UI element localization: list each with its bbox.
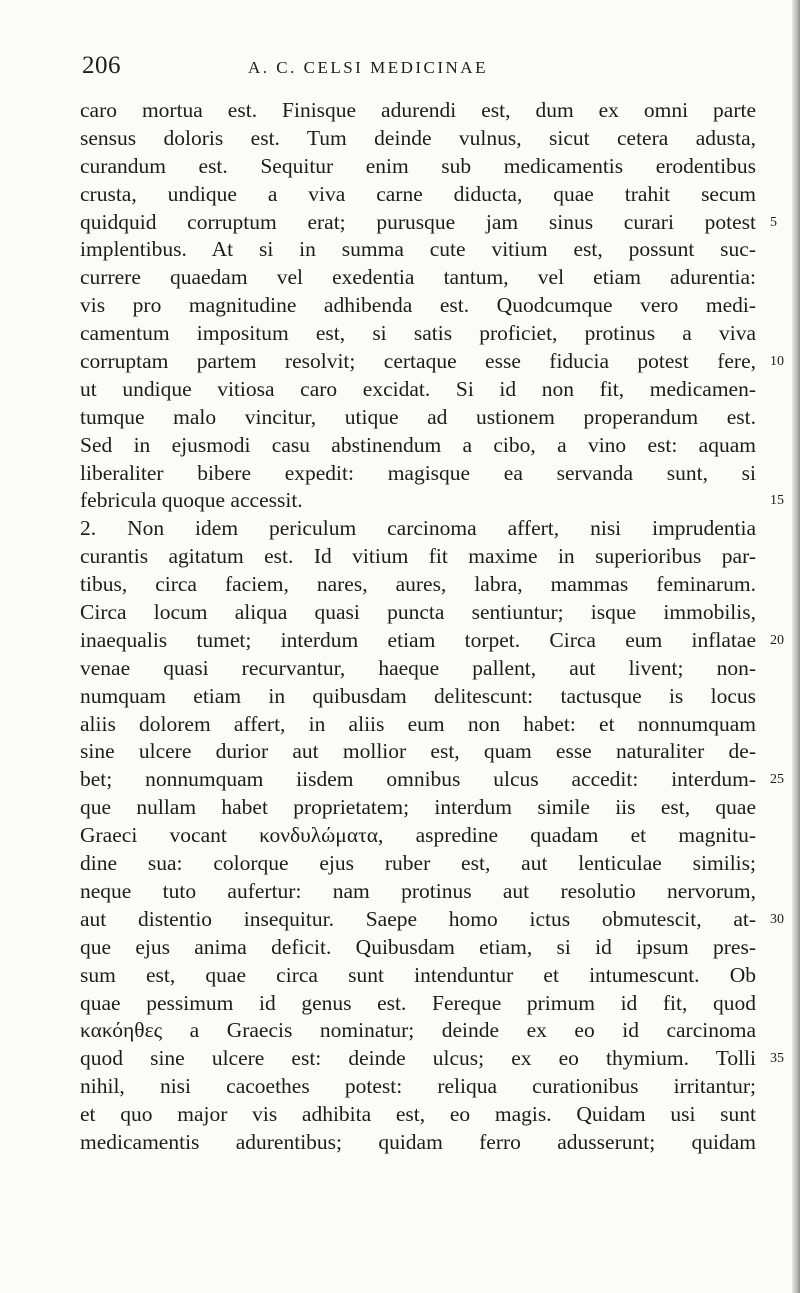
scan-edge: [792, 0, 800, 1293]
text-line: [80, 822, 768, 850]
text-line: [80, 376, 768, 404]
text-line: [80, 125, 768, 153]
line-text: aliis dolorem affert, in aliis eum non habet: et nonnumquam: [80, 711, 756, 736]
text-line: [80, 738, 768, 766]
text-line: [80, 543, 768, 571]
text-line: [80, 627, 784, 655]
line-text: vis pro magnitudine adhibenda est. Quodcumque vero medi-: [80, 293, 756, 318]
line-text: que ejus anima deficit. Quibusdam etiam, si id ipsum pres-: [80, 934, 756, 959]
text-line: [80, 348, 784, 376]
line-text: numquam etiam in quibusdam delitescunt: tactusque is locus: [80, 683, 756, 708]
text-line: [80, 487, 784, 515]
line-text: et quo major vis adhibita est, eo magis. Quidam usi sunt: [80, 1102, 756, 1127]
line-text: tibus, circa faciem, nares, aures, labra, mammas feminarum.: [80, 572, 756, 597]
line-number: 20: [770, 632, 784, 648]
line-text: bet; nonnumquam iisdem omnibus ulcus accedit: interdum-: [80, 767, 756, 792]
line-text: κακόηθες a Graecis nominatur; deinde ex eo id carcinoma: [80, 1018, 756, 1043]
text-line: [80, 515, 768, 543]
line-text: currere quaedam vel exedentia tantum, vel etiam adurentia:: [80, 265, 756, 290]
line-text: curantis agitatum est. Id vitium fit maxime in superioribus par-: [80, 544, 756, 569]
text-line: [80, 906, 784, 934]
text-line: [80, 1017, 768, 1045]
text-line: [80, 404, 768, 432]
text-line: [80, 934, 768, 962]
line-text: 2. Non idem periculum carcinoma affert, nisi imprudentia: [80, 516, 756, 541]
line-text: sine ulcere durior aut mollior est, quam esse naturaliter de-: [80, 739, 756, 764]
text-line: [80, 1129, 768, 1157]
text-line: [80, 460, 768, 488]
text-line: [80, 181, 768, 209]
line-text: inaequalis tumet; interdum etiam torpet. Circa eum inflatae: [80, 627, 756, 652]
line-text: implentibus. At si in summa cute vitium est, possunt suc-: [80, 237, 756, 262]
text-line: [80, 209, 777, 237]
line-text: camentum impositum est, si satis proficiet, protinus a viva: [80, 321, 756, 346]
text-line: [80, 264, 768, 292]
page-number: 206: [82, 52, 121, 79]
text-line: [80, 432, 768, 460]
line-number: 35: [770, 1051, 784, 1067]
text-line: [80, 292, 768, 320]
line-text: febricula quoque accessit.: [80, 488, 303, 513]
line-text: aut distentio insequitur. Saepe homo ictus obmutescit, at-: [80, 906, 756, 931]
line-text: dine sua: colorque ejus ruber est, aut lenticulae similis;: [80, 851, 756, 876]
text-line: [80, 236, 768, 264]
text-line: [80, 1073, 768, 1101]
line-text: tumque malo vincitur, utique ad ustionem properandum est.: [80, 404, 756, 429]
line-text: crusta, undique a viva carne diducta, quae trahit secum: [80, 181, 756, 206]
line-text: Sed in ejusmodi casu abstinendum a cibo, a vino est: aquam: [80, 432, 756, 457]
line-text: venae quasi recurvantur, haeque pallent, aut livent; non-: [80, 655, 756, 680]
text-line: [80, 1045, 784, 1073]
line-text: neque tuto aufertur: nam protinus aut resolutio nervorum,: [80, 878, 756, 903]
body-text: [80, 97, 784, 1157]
line-text: que nullam habet proprietatem; interdum simile iis est, quae: [80, 795, 756, 820]
line-text: quae pessimum id genus est. Fereque primum id fit, quod: [80, 990, 756, 1015]
line-text: Circa locum aliqua quasi puncta sentiuntur; isque immobilis,: [80, 600, 756, 625]
text-line: [80, 683, 768, 711]
line-text: Graeci vocant κονδυλώματα, aspredine quadam et magnitu-: [80, 823, 756, 848]
text-line: [80, 990, 768, 1018]
line-text: ut undique vitiosa caro excidat. Si id non fit, medicamen-: [80, 376, 756, 401]
text-line: [80, 794, 768, 822]
line-number: 25: [770, 772, 784, 788]
page-header: [0, 52, 800, 92]
text-line: [80, 320, 768, 348]
text-line: [80, 850, 768, 878]
text-line: [80, 97, 768, 125]
line-text: caro mortua est. Finisque adurendi est, dum ex omni parte: [80, 98, 756, 122]
text-line: [80, 655, 768, 683]
line-text: liberaliter bibere expedit: magisque ea servanda sunt, si: [80, 460, 756, 485]
line-text: sum est, quae circa sunt intenduntur et intumescunt. Ob: [80, 962, 756, 987]
line-text: quod sine ulcere est: deinde ulcus; ex eo thymium. Tolli: [80, 1046, 756, 1071]
text-line: [80, 599, 768, 627]
line-number: 30: [770, 911, 784, 927]
line-number: 5: [770, 214, 777, 230]
text-line: [80, 1101, 768, 1129]
line-number: 10: [770, 354, 784, 370]
text-line: [80, 962, 768, 990]
text-line: [80, 571, 768, 599]
line-text: curandum est. Sequitur enim sub medicamentis erodentibus: [80, 153, 756, 178]
line-text: sensus doloris est. Tum deinde vulnus, sicut cetera adusta,: [80, 125, 756, 150]
text-line: [80, 766, 784, 794]
line-number: 15: [770, 493, 784, 509]
line-text: corruptam partem resolvit; certaque esse fiducia potest fere,: [80, 349, 756, 374]
text-line: [80, 711, 768, 739]
line-text: nihil, nisi cacoethes potest: reliqua curationibus irritantur;: [80, 1074, 756, 1099]
line-text: quidquid corruptum erat; purusque jam sinus curari potest: [80, 209, 756, 234]
line-text: medicamentis adurentibus; quidam ferro adusserunt; quidam: [80, 1129, 756, 1154]
running-title: A. C. CELSI MEDICINAE: [248, 58, 488, 77]
text-line: [80, 878, 768, 906]
text-line: [80, 153, 768, 181]
